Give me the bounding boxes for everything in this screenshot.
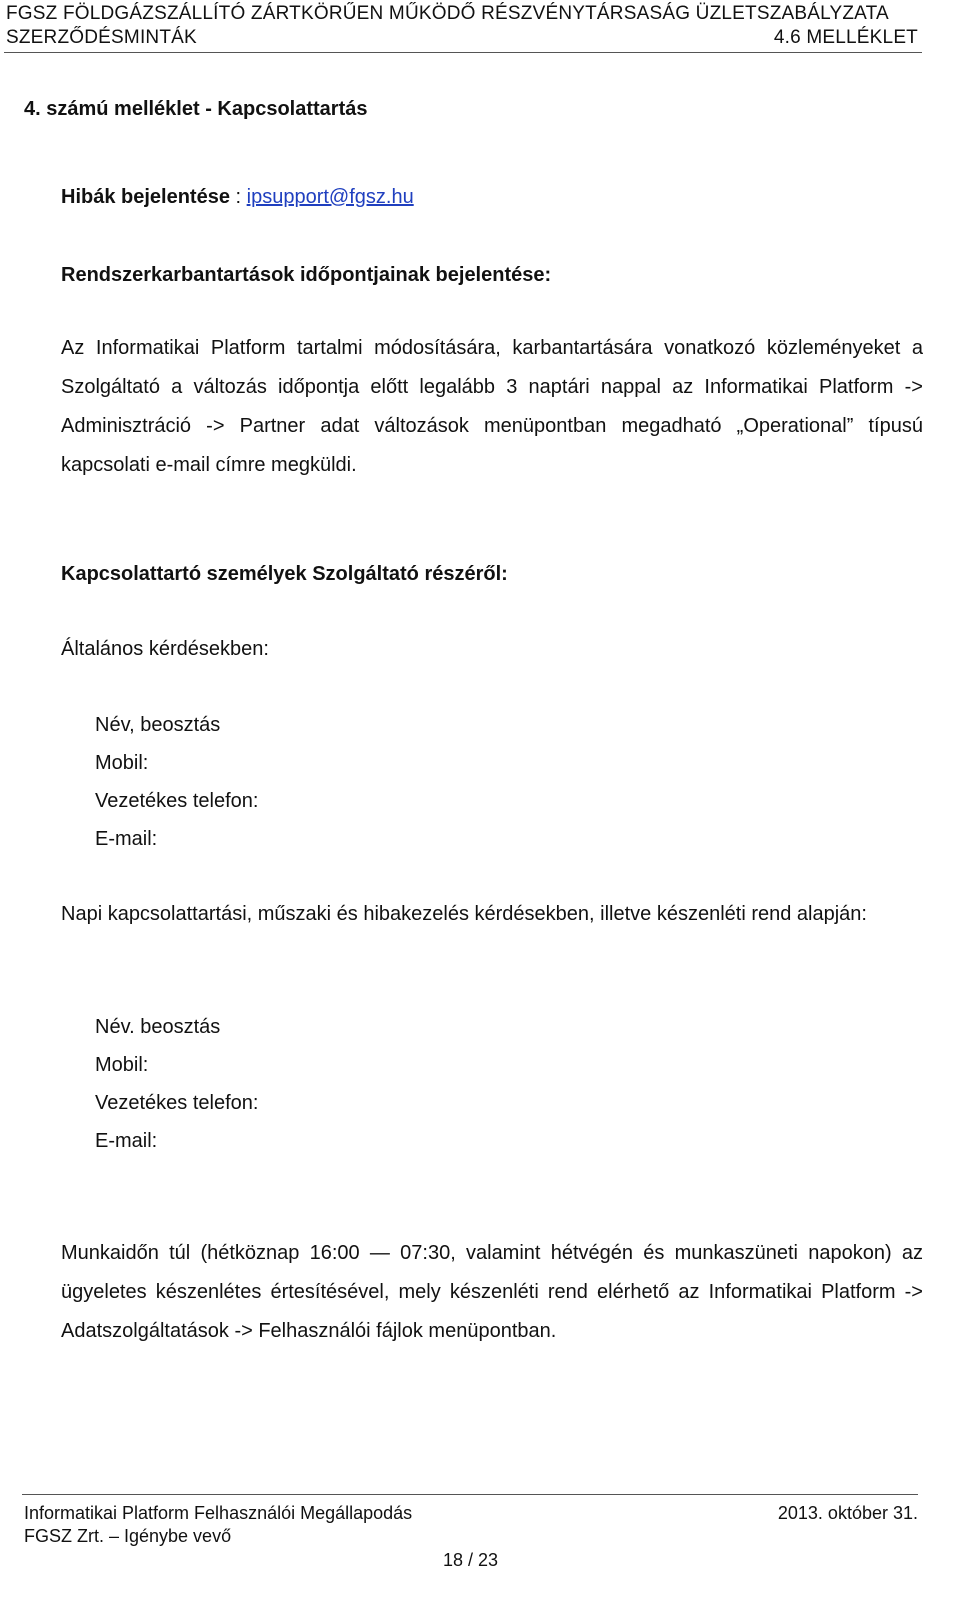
general-email-field: E-mail: [95, 828, 158, 850]
contacts-heading: Kapcsolattartó személyek Szolgáltató részéről: [61, 563, 508, 585]
maintenance-paragraph: Az Informatikai Platform tartalmi módosítására, karbantartására vonatkozó közleményeket a Szolgáltató a változás időpontja előtt legalább 3 naptári nappal az Informatikai Platform -> Adminisztráció -> Partner adat változások menüpontban megadható „Operational” típusú kapcsolati e-mail címre megküldi. [61, 337, 923, 476]
error-report-separator: : [229, 186, 247, 208]
error-report-line [61, 186, 414, 209]
daily-heading: Napi kapcsolattartási, műszaki és hibakezelés kérdésekben, illetve készenléti rend alapján: [61, 903, 867, 925]
header-rule [4, 52, 922, 53]
after-hours-paragraph: Munkaidőn túl (hétköznap 16:00 — 07:30, valamint hétvégén és munkaszüneti napokon) az ügyeletes készenlétes értesítésével, mely készenléti rend elérhető az Informatikai Platform -> Adatszolgáltatások -> Felhasználói fájlok menüpontban. [61, 1242, 923, 1342]
header-company: FGSZ FÖLDGÁZSZÁLLÍTÓ ZÁRTKÖRŰEN MŰKÖDŐ RÉSZVÉNYTÁRSASÁG ÜZLETSZABÁLYZATA [6, 3, 889, 24]
daily-name-field: Név. beosztás [95, 1016, 221, 1038]
daily-mobile-field: Mobil: [95, 1054, 149, 1076]
general-name-field: Név, beosztás [95, 714, 221, 736]
daily-email-field: E-mail: [95, 1130, 158, 1152]
general-landline-field: Vezetékes telefon: [95, 790, 259, 812]
error-report-label: Hibák bejelentése [61, 186, 230, 208]
header-section-left: SZERZŐDÉSMINTÁK [6, 27, 197, 48]
general-heading: Általános kérdésekben: [61, 638, 269, 660]
header-section-right: 4.6 MELLÉKLET [773, 27, 918, 48]
footer-rule [22, 1494, 918, 1495]
general-mobile-field: Mobil: [95, 752, 149, 774]
footer-parties: FGSZ Zrt. – Igénybe vevő [24, 1526, 232, 1546]
footer-doc-title: Informatikai Platform Felhasználói Megállapodás [24, 1503, 413, 1523]
footer-page-number: 18 / 23 [443, 1550, 499, 1570]
support-email-link[interactable]: ipsupport@fgsz.hu [246, 186, 414, 208]
maintenance-heading: Rendszerkarbantartások időpontjainak bejelentése: [61, 264, 552, 286]
page-title: 4. számú melléklet - Kapcsolattartás [24, 98, 368, 120]
footer-date: 2013. október 31. [777, 1503, 918, 1523]
daily-landline-field: Vezetékes telefon: [95, 1092, 259, 1114]
